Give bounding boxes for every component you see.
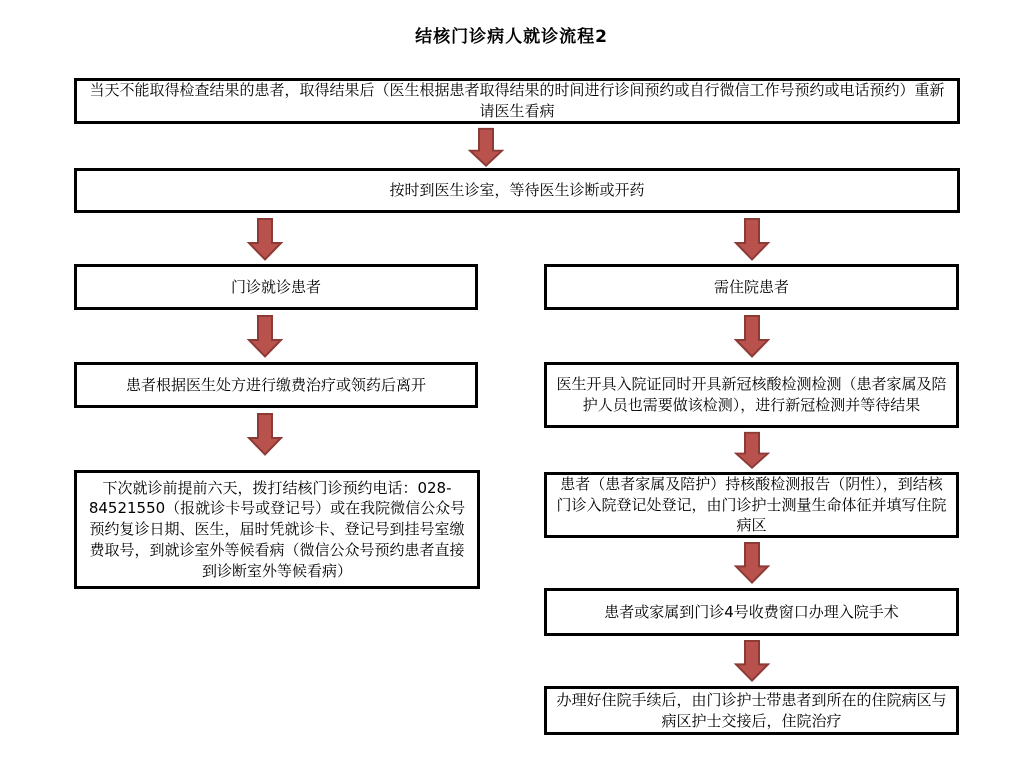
flow-box-pay-or-leave: 患者根据医生处方进行缴费治疗或领药后离开 bbox=[74, 362, 478, 408]
page-title: 结核门诊病人就诊流程2 bbox=[415, 27, 608, 47]
connector-arrow-down bbox=[468, 127, 504, 167]
flow-box-wait-doctor: 按时到医生诊室，等待医生诊断或开药 bbox=[74, 168, 960, 213]
down-arrow-icon bbox=[734, 541, 770, 584]
down-arrow-icon bbox=[734, 314, 770, 358]
flow-box-retry-visit: 当天不能取得检查结果的患者，取得结果后（医生根据患者取得结果的时间进行诊间预约或自行微信工作号预约或电话预约）重新请医生看病 bbox=[74, 78, 960, 124]
down-arrow-icon bbox=[247, 314, 283, 358]
connector-arrow-down bbox=[734, 431, 770, 469]
flow-box-admission-registration: 患者（患者家属及陪护）持核酸检测报告（阴性），到结核门诊入院登记处登记，由门诊护士测量生命体征并填写住院病区 bbox=[544, 472, 959, 538]
connector-arrow-down bbox=[247, 217, 283, 261]
down-arrow-icon bbox=[734, 217, 770, 261]
flow-box-pay-window: 患者或家属到门诊4号收费窗口办理入院手术 bbox=[544, 588, 959, 636]
down-arrow-icon bbox=[734, 431, 770, 469]
down-arrow-icon bbox=[468, 127, 504, 167]
flow-box-outpatient: 门诊就诊患者 bbox=[74, 264, 478, 310]
down-arrow-icon bbox=[734, 639, 770, 682]
connector-arrow-down bbox=[734, 217, 770, 261]
connector-arrow-down bbox=[734, 314, 770, 358]
connector-arrow-down bbox=[734, 541, 770, 584]
down-arrow-icon bbox=[247, 217, 283, 261]
connector-arrow-down bbox=[247, 314, 283, 358]
flow-box-inpatient-needed: 需住院患者 bbox=[544, 264, 959, 310]
down-arrow-icon bbox=[247, 412, 283, 456]
flow-box-admission-cert: 医生开具入院证同时开具新冠核酸检测检测（患者家属及陪护人员也需要做该检测），进行新冠检测并等待结果 bbox=[544, 362, 959, 428]
flow-box-ward-handover: 办理好住院手续后，由门诊护士带患者到所在的住院病区与病区护士交接后，住院治疗 bbox=[544, 686, 959, 735]
connector-arrow-down bbox=[247, 412, 283, 456]
connector-arrow-down bbox=[734, 639, 770, 682]
flow-box-next-visit-booking: 下次就诊前提前六天，拨打结核门诊预约电话：028-84521550（报就诊卡号或登记号）或在我院微信公众号预约复诊日期、医生，届时凭就诊卡、登记号到挂号室缴费取号，到就诊室外等候看病（微信公众号预约患者直接到诊断室外等候看病） bbox=[74, 470, 480, 589]
